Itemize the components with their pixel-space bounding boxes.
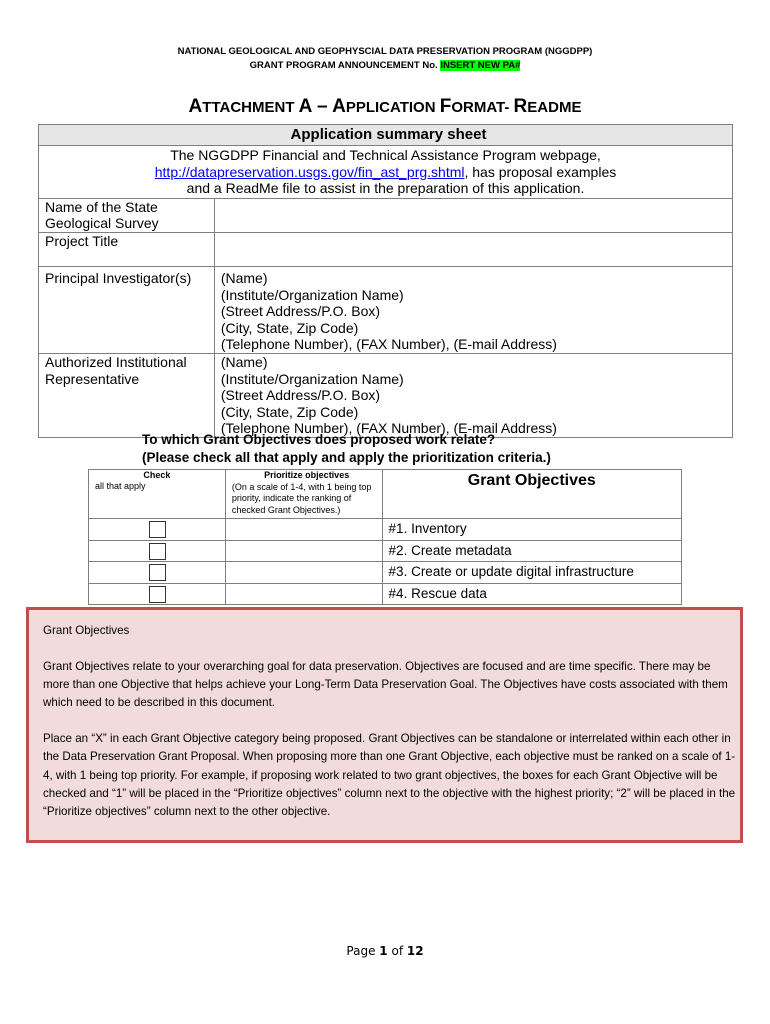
project-title-field[interactable] — [214, 232, 732, 266]
intro-line: and a ReadMe file to assist in the preparation of this application. — [186, 180, 585, 197]
check-cell — [89, 519, 226, 541]
state-survey-label: Name of the State Geological Survey — [39, 198, 215, 232]
priority-cell[interactable] — [225, 583, 382, 605]
title-part: ORMAT- — [451, 99, 514, 116]
pi-line: (Telephone Number), (FAX Number), (E-mail Address) — [220, 336, 557, 353]
page-title — [0, 96, 770, 118]
objective-row — [89, 583, 682, 605]
of-word: of — [387, 944, 407, 958]
prioritize-subtitle: (On a scale of 1-4, with 1 being top priority, indicate the ranking of checked Grant Objectives.) — [231, 481, 372, 515]
priority-cell[interactable] — [225, 540, 382, 562]
objectives-question: To which Grant Objectives does proposed work relate? — [142, 432, 496, 447]
objective-checkbox[interactable] — [149, 564, 166, 581]
air-line: (Street Address/P.O. Box) — [220, 387, 381, 404]
pi-label: Principal Investigator(s) — [39, 266, 215, 353]
air-field[interactable] — [214, 353, 732, 437]
summary-intro — [39, 146, 733, 199]
page-number: 1 — [379, 944, 388, 958]
pi-line: (City, State, Zip Code) — [220, 319, 359, 336]
objective-row — [89, 540, 682, 562]
air-line: (Telephone Number), (FAX Number), (E-mail Address) — [220, 420, 557, 437]
pi-field[interactable] — [214, 266, 732, 353]
program-webpage-link[interactable]: http://datapreservation.usgs.gov/fin_ast_prg.shtml — [154, 163, 465, 180]
insert-pa-highlight: INSERT NEW PA# — [440, 60, 521, 71]
grant-objectives-table — [88, 469, 682, 605]
announcement-line — [0, 60, 770, 71]
note-title: Grant Objectives — [43, 624, 130, 637]
prioritize-title: Prioritize objectives — [264, 470, 350, 480]
objective-checkbox[interactable] — [149, 521, 166, 538]
check-subtitle: all that apply — [95, 481, 146, 491]
intro-link-suffix: , has proposal examples — [464, 163, 617, 180]
page-total: 12 — [406, 944, 424, 958]
check-cell — [89, 583, 226, 605]
grant-objectives-heading: Grant Objectives — [382, 470, 681, 519]
check-cell — [89, 540, 226, 562]
note-paragraph: Place an “X” in each Grant Objective category being proposed. Grant Objectives can be standalone or interrelated within each other in the Data Preservation Grant Proposal. When proposing more than one Grant Objective, each objective must be ranked on a scale of 1-4, with 1 being top priority. For example, if proposing work related to two grant objectives, the boxes for each Grant Objective will be checked and “1” will be placed in the “Prioritize objectives” column next to the objective with the highest priority; “2” will be placed in the “Prioritize objectives” column next to the other objective. — [43, 732, 736, 818]
objective-label: #1. Inventory — [382, 519, 681, 541]
objective-row — [89, 519, 682, 541]
check-title: Check — [143, 470, 171, 480]
title-part: A — [188, 96, 203, 117]
intro-line: The NGGDPP Financial and Technical Assistance Program webpage, — [170, 147, 601, 163]
project-title-label: Project Title — [39, 232, 215, 266]
title-part: A — [332, 96, 346, 117]
prioritize-column-header — [225, 470, 382, 519]
announcement-prefix: GRANT PROGRAM ANNOUNCEMENT No. — [249, 60, 441, 71]
title-part: R — [513, 96, 528, 117]
pi-line: (Institute/Organization Name) — [220, 286, 404, 303]
air-line: (City, State, Zip Code) — [220, 403, 359, 420]
title-part: EADME — [527, 99, 582, 116]
page-footer — [0, 944, 770, 958]
check-column-header — [89, 470, 226, 519]
intro-link-line — [39, 164, 732, 181]
pi-line: (Name) — [220, 269, 268, 286]
objectives-instruction: (Please check all that apply and apply the prioritization criteria.) — [142, 450, 551, 465]
pi-line: (Street Address/P.O. Box) — [220, 303, 381, 320]
program-name-header: NATIONAL GEOLOGICAL AND GEOPHYSCIAL DATA PRESERVATION PROGRAM (NGGDPP) — [177, 46, 593, 57]
title-part: F — [439, 96, 452, 117]
objective-label: #3. Create or update digital infrastructure — [382, 562, 681, 584]
application-summary-table — [38, 124, 733, 438]
title-part: TTACHMENT — [202, 99, 299, 116]
objective-checkbox[interactable] — [149, 543, 166, 560]
objective-checkbox[interactable] — [149, 586, 166, 603]
air-line: (Institute/Organization Name) — [220, 370, 404, 387]
title-part: A – — [298, 96, 333, 117]
priority-cell[interactable] — [225, 519, 382, 541]
air-label: Authorized Institutional Representative — [39, 353, 215, 437]
page-word: Page — [346, 944, 380, 958]
priority-cell[interactable] — [225, 562, 382, 584]
check-cell — [89, 562, 226, 584]
title-part: PPLICATION — [345, 99, 440, 116]
note-paragraph: Grant Objectives relate to your overarching goal for data preservation. Objectives are focused and are time specific. There may be more than one Objective that helps achieve your Long-Term Data Preservation Goal. The Objectives have costs associated with them which need to be described in this document. — [43, 660, 728, 710]
summary-heading: Application summary sheet — [39, 125, 733, 146]
objective-label: #2. Create metadata — [382, 540, 681, 562]
air-line: (Name) — [220, 353, 268, 370]
state-survey-field[interactable] — [214, 198, 732, 232]
objective-row — [89, 562, 682, 584]
grant-objectives-note — [26, 607, 743, 843]
objective-label: #4. Rescue data — [382, 583, 681, 605]
